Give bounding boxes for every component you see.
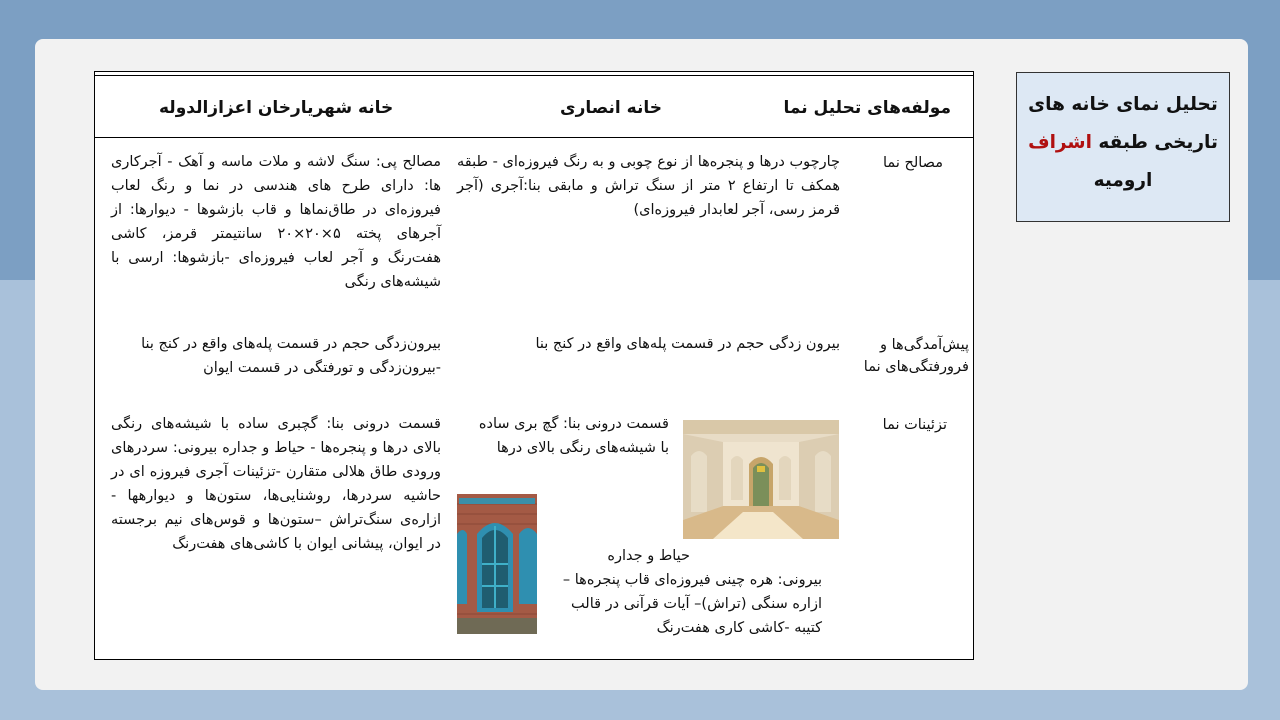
title-line1: تحلیل نمای خانه های xyxy=(1028,94,1218,115)
title-line3: ارومیه xyxy=(1093,170,1153,191)
row3-ansari-inner-line2: با شیشه‌های رنگی بالای درها xyxy=(496,440,669,456)
header-ansari: خانه انصاری xyxy=(560,98,662,118)
table-top-rule xyxy=(95,75,973,76)
header-components: مولفه‌های تحلیل نما xyxy=(783,98,951,118)
row1-shahriyar: مصالح پی: سنگ لاشه و ملات ماسه و آهک - آجرکاری ها: دارای طرح های هندسی در نما و رنگ لعاب فیروزه‌ای در طاق‌نماها و قاب بازشوها - دیوارها: از آجرهای پخته ۵×۲۰×۲۰ سانتیمتر قرمز، کاشی هفت‌رنگ و آجر لعاب فیروزه‌ای -بازشوها: ارسی با شیشه‌های رنگی xyxy=(111,154,441,290)
header-shahriyar: خانه شهریارخان اعزازالدوله xyxy=(159,98,394,118)
ansari-exterior-photo xyxy=(457,494,537,634)
row3-ansari-inner-line1: قسمت درونی بنا: گچ بری ساده xyxy=(478,416,669,432)
row2-label-line2: فرورفتگی‌های نما xyxy=(863,359,969,375)
row2-shahriyar xyxy=(111,332,441,380)
row2-shahriyar-line2: -بیرون‌زدگی و تورفتگی در قسمت ایوان xyxy=(203,360,441,376)
slide-title-box xyxy=(1016,72,1230,222)
comparison-table xyxy=(94,71,974,660)
row1-label: مصالح نما xyxy=(883,155,943,171)
ansari-interior-photo xyxy=(683,420,839,539)
row3-shahriyar: قسمت درونی بنا: گچبری ساده با شیشه‌های رنگی بالای درها و پنجره‌ها - حیاط و جداره بیرونی: سردرهای ورودی طاق هلالی متقارن -تزئینات آجری فیروزه ای در حاشیه سردرها، روشنایی‌ها، ستون‌ها و دیوارهها - ازاره‌ی سنگ‌تراش –ستون‌ها و قوس‌های نیم برجسته در ایوان، پیشانی ایوان با کاشی‌های هفت‌رنگ xyxy=(111,416,441,552)
row3-ansari-outer-text: بیرونی: هره چینی فیروزه‌ای قاب پنجره‌ها –ازاره سنگی (تراش)– آیات قرآنی در قالب کتیبه -کاشی کاری هفت‌رنگ xyxy=(562,572,822,636)
row3-ansari-inner xyxy=(457,412,669,460)
row3-ansari-outer-heading: حیاط و جداره xyxy=(607,548,690,564)
row3-label: تزئینات نما xyxy=(882,417,947,433)
title-accent-word: اشراف xyxy=(1028,132,1092,153)
row2-label-line1: پیش‌آمدگی‌ها و xyxy=(880,337,969,353)
title-line2 xyxy=(1017,124,1229,162)
title-line2-prefix: تاریخی طبقه xyxy=(1091,132,1218,153)
row2-shahriyar-line1: بیرون‌زدگی حجم در قسمت پله‌های واقع در کنج بنا xyxy=(141,336,441,352)
table-header-rule xyxy=(95,137,973,138)
row2-label xyxy=(839,334,969,378)
row2-ansari: بیرون زدگی حجم در قسمت پله‌های واقع در کنج بنا xyxy=(535,336,840,352)
row1-ansari: چارچوب درها و پنجره‌ها از نوع چوبی و به رنگ فیروزه‌ای - طبقه همکف تا ارتفاع ۲ متر از سنگ تراش و مابقی بنا:آجری (آجر قرمز رسی، آجر لعابدار فیروزه‌ای) xyxy=(457,154,840,218)
